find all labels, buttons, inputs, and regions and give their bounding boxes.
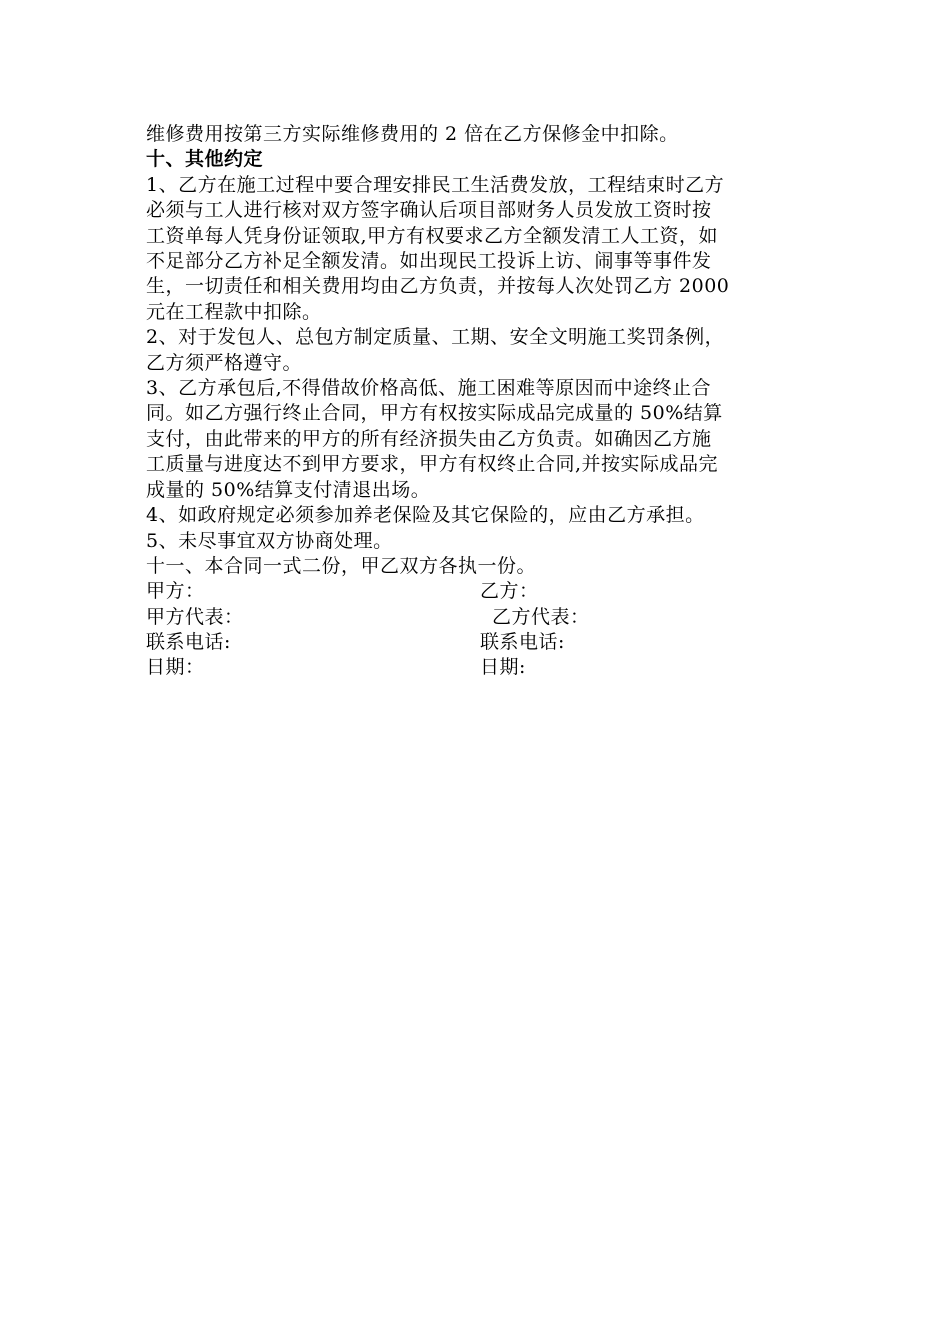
signature-row-date <box>146 655 810 680</box>
signature-row-party <box>146 579 810 604</box>
party-a-label: 甲方： <box>146 580 205 603</box>
body-line: 同。如乙方强行终止合同，甲方有权按实际成品完成量的 50%结算 <box>146 402 723 425</box>
body-line: 乙方须严格遵守。 <box>146 351 303 374</box>
body-line: 不足部分乙方补足全额发清。如出现民工投诉上访、闹事等事件发 <box>146 250 712 273</box>
signature-row-phone <box>146 630 810 655</box>
body-line: 工资单每人凭身份证领取,甲方有权要求乙方全额发清工人工资，如 <box>146 224 719 247</box>
body-line: 4、如政府规定必须参加养老保险及其它保险的，应由乙方承担。 <box>146 504 705 527</box>
body-line: 工质量与进度达不到甲方要求，甲方有权终止合同,并按实际成品完 <box>146 453 719 476</box>
party-a-representative-label: 甲方代表： <box>146 605 244 628</box>
body-line: 3、乙方承包后,不得借故价格高低、施工困难等原因而中途终止合 <box>146 377 712 400</box>
body-line: 1、乙方在施工过程中要合理安排民工生活费发放，工程结束时乙方 <box>146 173 725 196</box>
document-page <box>146 122 810 681</box>
party-a-phone-label: 联系电话: <box>146 631 231 654</box>
party-b-label: 乙方： <box>480 580 539 603</box>
body-line: 十一、本合同一式二份，甲乙双方各执一份。 <box>146 554 537 577</box>
body-line: 生，一切责任和相关费用均由乙方负责，并按每人次处罚乙方 2000 <box>146 275 730 298</box>
party-b-phone-label: 联系电话: <box>480 631 565 654</box>
party-a-date-label: 日期： <box>146 656 205 679</box>
party-b-date-label: 日期: <box>480 656 526 679</box>
section-heading: 十、其他约定 <box>146 148 264 171</box>
body-line: 必须与工人进行核对双方签字确认后项目部财务人员发放工资时按 <box>146 199 712 222</box>
body-line: 元在工程款中扣除。 <box>146 300 322 323</box>
body-line: 2、对于发包人、总包方制定质量、工期、安全文明施工奖罚条例， <box>146 326 725 349</box>
body-line: 成量的 50%结算支付清退出场。 <box>146 478 431 501</box>
signature-row-representative <box>146 605 810 630</box>
party-b-representative-label: 乙方代表： <box>492 605 590 628</box>
body-line: 5、未尽事宜双方协商处理。 <box>146 529 393 552</box>
body-line: 维修费用按第三方实际维修费用的 2 倍在乙方保修金中扣除。 <box>146 123 679 145</box>
body-line: 支付，由此带来的甲方的所有经济损失由乙方负责。如确因乙方施 <box>146 427 712 450</box>
